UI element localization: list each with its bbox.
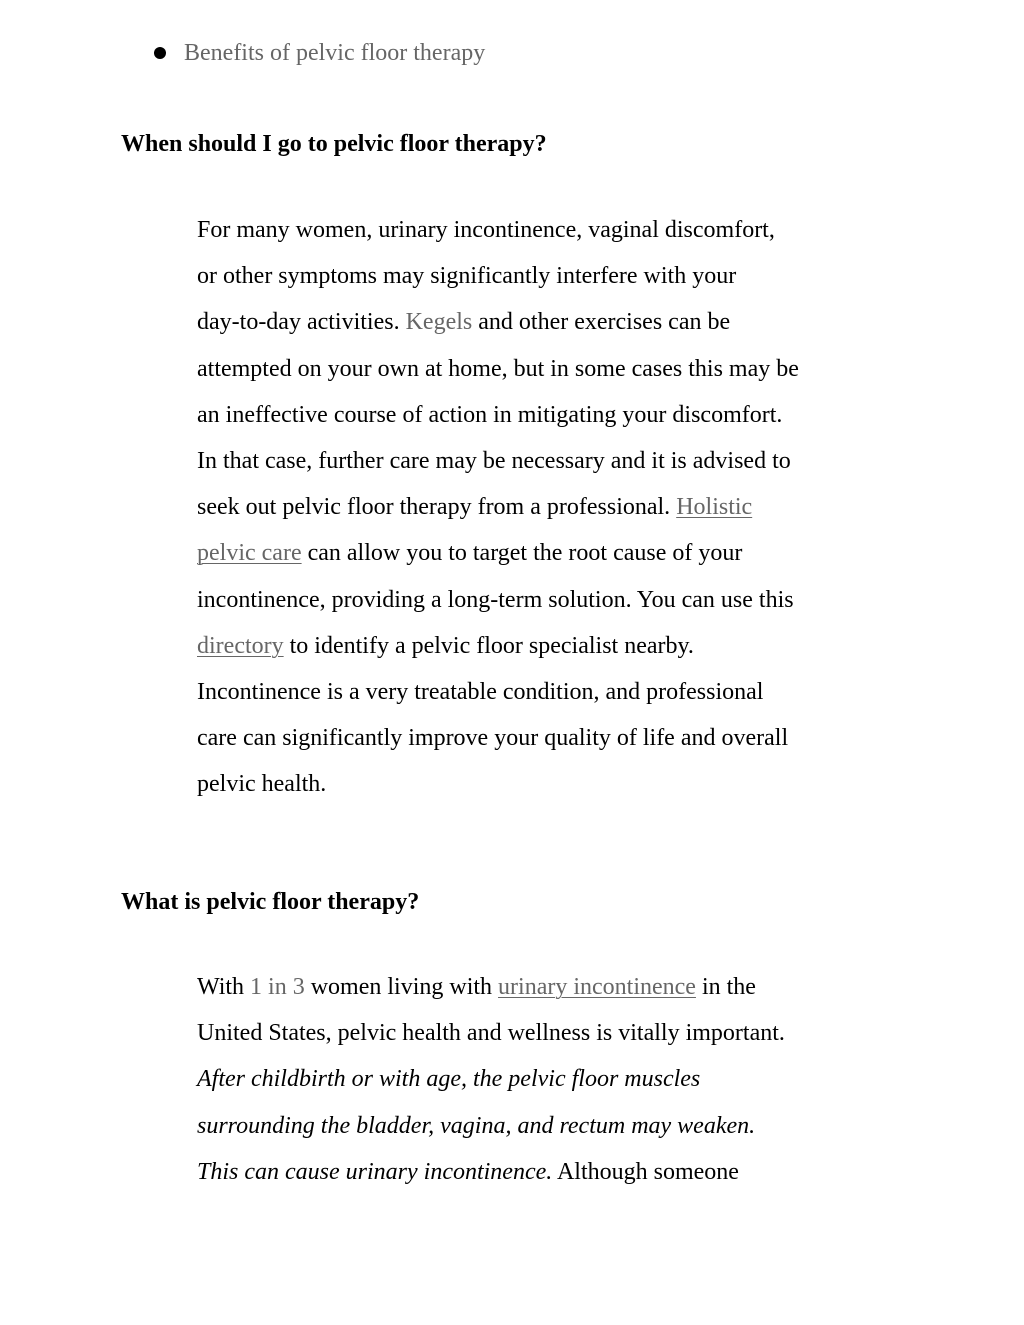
holistic-pelvic-care-link[interactable]: Holistic [676, 494, 753, 521]
text-line [197, 484, 837, 530]
text-span: can allow you to target the root cause of your [301, 540, 743, 567]
text-line: Incontinence is a very treatable condition, and professional [197, 679, 764, 706]
urinary-incontinence-link[interactable]: urinary incontinence [498, 974, 696, 1000]
text-span: women living with [304, 974, 499, 1000]
paragraph-what [197, 964, 837, 1195]
text-line: attempted on your own at home, but in some cases this may be [197, 355, 799, 382]
list-item [150, 36, 485, 70]
text-span: With [197, 974, 251, 1000]
text-span: day-to-day activities. [197, 309, 406, 336]
text-span: to identify a pelvic floor specialist nearby. [283, 632, 694, 659]
text-line: an ineffective course of action in mitigating your discomfort. [197, 401, 783, 428]
text-line: care can significantly improve your quality of life and overall [197, 725, 789, 752]
text-line [197, 623, 837, 669]
paragraph-when [197, 207, 837, 808]
text-line: United States, pelvic health and wellness is vitally important. [197, 1020, 785, 1047]
bullet-dot-icon [154, 47, 166, 59]
text-span: This can cause urinary incontinence. [197, 1158, 553, 1185]
section-heading-what: What is pelvic floor therapy? [121, 889, 420, 915]
text-line: For many women, urinary incontinence, vaginal discomfort, [197, 217, 775, 243]
text-span: and other exercises can be [472, 309, 731, 336]
kegels-link[interactable]: Kegels [405, 309, 473, 336]
directory-link[interactable]: directory [197, 632, 284, 659]
text-line: incontinence, providing a long-term solution. You can use this [197, 586, 794, 613]
text-line: pelvic health. [197, 771, 327, 798]
section-heading-when: When should I go to pelvic floor therapy? [121, 131, 547, 157]
text-span: Although someone [552, 1158, 739, 1185]
text-line: or other symptoms may significantly interfere with your [197, 263, 737, 290]
text-line [197, 299, 837, 345]
text-span: seek out pelvic floor therapy from a professional. [197, 494, 677, 521]
bullet-list [150, 36, 485, 70]
text-span: in the [695, 974, 756, 1000]
text-line [197, 964, 837, 1010]
text-line: After childbirth or with age, the pelvic floor muscles [197, 1066, 701, 1093]
statistic-link[interactable]: 1 in 3 [250, 974, 305, 1000]
text-line [197, 530, 837, 576]
list-item-text: Benefits of pelvic floor therapy [184, 40, 486, 66]
text-line [197, 1149, 837, 1195]
holistic-pelvic-care-link[interactable]: pelvic care [197, 540, 302, 567]
text-line: In that case, further care may be necessary and it is advised to [197, 448, 791, 475]
text-line: surrounding the bladder, vagina, and rectum may weaken. [197, 1112, 756, 1139]
